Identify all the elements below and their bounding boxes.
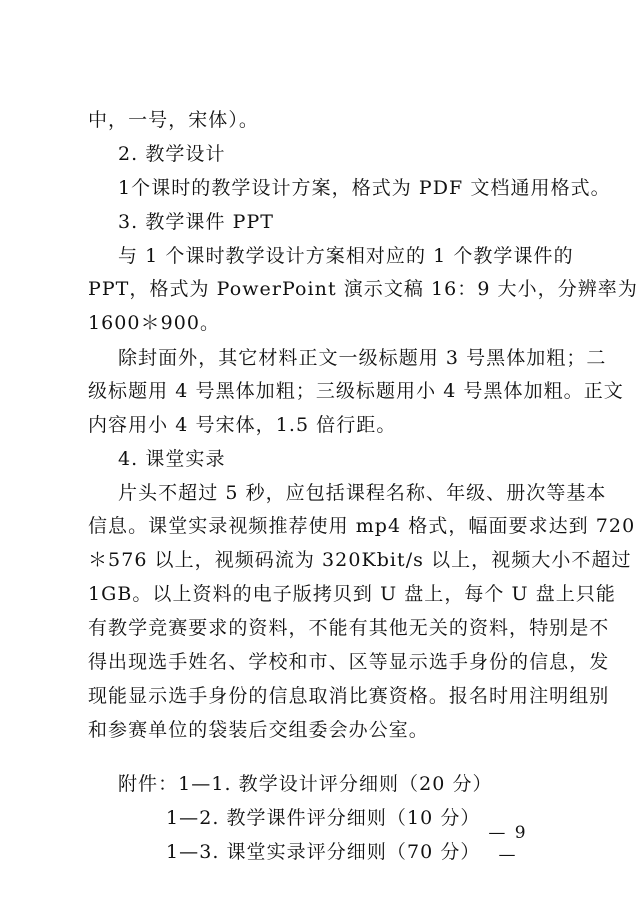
section-heading-courseware: 3. 教学课件 PPT: [118, 211, 274, 233]
text-line: ＊576 以上，视频码流为 320Kbit/s 以上，视频大小不超过: [88, 549, 632, 571]
attachment-item: 1—3. 课堂实录评分细则（70 分）: [166, 841, 481, 863]
text-line: 1GB。以上资料的电子版拷贝到 U 盘上，每个 U 盘上只能: [88, 583, 616, 605]
text-line: 得出现选手姓名、学校和市、区等显示选手身份的信息，发: [88, 651, 610, 673]
attachment-item: 1—1. 教学设计评分细则（20 分）: [178, 773, 493, 795]
text-line: 与 1 个课时教学设计方案相对应的 1 个教学课件的: [118, 245, 574, 267]
attachment-item: 1—2. 教学课件评分细则（10 分）: [166, 807, 481, 829]
text-line: 内容用小 4 号宋体，1.5 倍行距。: [88, 414, 397, 436]
text-line: 1600＊900。: [88, 312, 221, 334]
text-line: 有教学竞赛要求的资料，不能有其他无关的资料，特别是不: [88, 617, 610, 639]
text-line: 现能显示选手身份的信息取消比赛资格。报名时用注明组别: [88, 685, 610, 707]
section-heading-teaching-design: 2. 教学设计: [118, 143, 226, 165]
text-line: 和参赛单位的袋装后交组委会办公室。: [88, 719, 429, 741]
text-line: 信息。课堂实录视频推荐使用 mp4 格式，幅面要求达到 720: [88, 515, 636, 537]
page-number: — 9 —: [488, 823, 528, 865]
text-line: 级标题用 4 号黑体加粗；三级标题用小 4 号黑体加粗。正文: [88, 380, 624, 402]
text-line: 片头不超过 5 秒，应包括课程名称、年级、册次等基本: [118, 482, 607, 504]
section-heading-classroom-record: 4. 课堂实录: [118, 448, 226, 470]
text-line: 除封面外，其它材料正文一级标题用 3 号黑体加粗；二: [118, 347, 607, 369]
attachments-label: 附件：: [118, 773, 179, 795]
text-line: 1个课时的教学设计方案，格式为 PDF 文档通用格式。: [118, 177, 611, 199]
text-line: PPT，格式为 PowerPoint 演示文稿 16：9 大小，分辨率为: [88, 278, 638, 300]
attachments-block: [118, 772, 588, 796]
text-line: 中，一号，宋体）。: [88, 109, 259, 131]
